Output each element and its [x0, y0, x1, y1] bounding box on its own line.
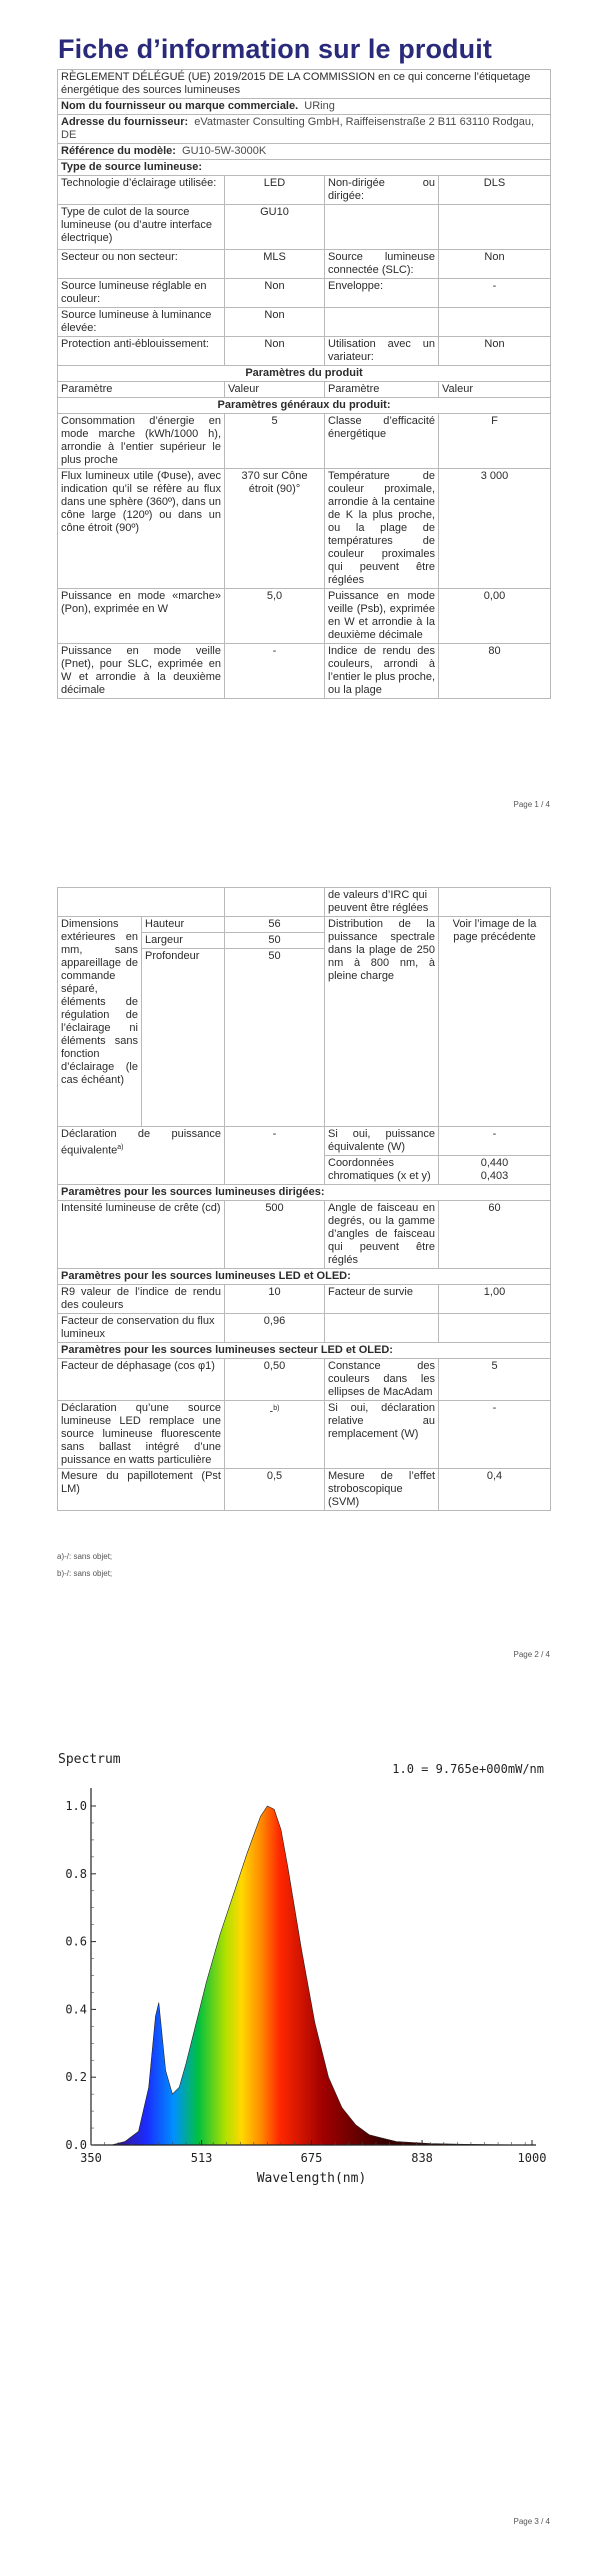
product-info-table: [57, 69, 551, 699]
y-tick-label: 1.0: [65, 1799, 87, 1813]
page-number: Page 1 / 4: [513, 800, 550, 809]
pon-value: 5,0: [225, 589, 325, 644]
equiv-decl-value: -: [225, 1127, 325, 1185]
x-tick-label: 1000: [517, 2151, 547, 2165]
width-value: 50: [225, 933, 325, 949]
flicker-value: 0,5: [225, 1469, 325, 1511]
maint-label: Facteur de conservation du flux lumineux: [58, 1314, 225, 1343]
y-tick-label: 0.0: [65, 2138, 87, 2152]
y-tick-label: 0.6: [65, 1934, 87, 1949]
r9-label: R9 valeur de l’indice de rendu des couleurs: [58, 1285, 225, 1314]
replace-w-value: -: [439, 1401, 551, 1469]
cap-value: GU10: [225, 205, 325, 250]
y-tick-label: 0.8: [65, 1866, 87, 1881]
connected-label: Source lumineuse connectée (SLC):: [325, 250, 439, 279]
product-params-header: Paramètres du produit: [58, 366, 551, 382]
mains-value: MLS: [225, 250, 325, 279]
eclass-label: Classe d’efficacité énergétique: [325, 414, 439, 469]
general-params-header: Paramètres généraux du produit:: [58, 398, 551, 414]
maint-value: 0,96: [225, 1314, 325, 1343]
model-value: GU10-5W-3000K: [182, 145, 267, 157]
y-tick-label: 0.4: [65, 2002, 87, 2017]
page-2: [0, 880, 603, 1680]
chart-title: Spectrum: [58, 1752, 121, 1767]
beam-value: 60: [439, 1201, 551, 1269]
x-tick-label: 675: [300, 2151, 323, 2165]
depth-value: 50: [225, 949, 325, 1127]
y-tick-label: 0.2: [65, 2070, 87, 2085]
mains-label: Secteur ou non secteur:: [58, 250, 225, 279]
regulation-text: RÈGLEMENT DÉLÉGUÉ (UE) 2019/2015 DE LA COMMISSION en ce qui concerne l’étiquetage énergétique des sources lumineuses: [58, 70, 551, 99]
equiv-power-value: -: [439, 1127, 551, 1156]
connected-value: Non: [439, 250, 551, 279]
cct-label: Température de couleur proximale, arrondie à la centaine de K la plus proche, ou la plage de températures de couleur proximales qui peuvent être réglées: [325, 469, 439, 589]
directed-label: Non-dirigée ou dirigée:: [325, 176, 439, 205]
document-title: Fiche d’information sur le produit: [58, 34, 492, 64]
phase-value: 0,50: [225, 1359, 325, 1401]
model-label: Référence du modèle:: [61, 145, 176, 157]
height-value: 56: [225, 917, 325, 933]
peak-label: Intensité lumineuse de crête (cd): [58, 1201, 225, 1269]
beam-label: Angle de faisceau en degrés, ou la gamme d’angles de faisceau qui peuvent être réglés: [325, 1201, 439, 1269]
r9-value: 10: [225, 1285, 325, 1314]
page-1: [0, 0, 603, 820]
supplier-label: Nom du fournisseur ou marque commerciale.: [61, 100, 299, 112]
envelope-label: Enveloppe:: [325, 279, 439, 308]
mains-led-header: Paramètres pour les sources lumineuses secteur LED et OLED:: [58, 1343, 551, 1359]
energy-value: 5: [225, 414, 325, 469]
cri-label-continued: de valeurs d’IRC qui peuvent être réglées: [325, 888, 439, 917]
col-value-1: Valeur: [225, 382, 325, 398]
strobo-label: Mesure de l’effet stroboscopique (SVM): [325, 1469, 439, 1511]
survival-label: Facteur de survie: [325, 1285, 439, 1314]
psb-label: Puissance en mode veille (Psb), exprimée en W et arrondie à la deuxième décimale: [325, 589, 439, 644]
cri-value: 80: [439, 644, 551, 699]
high-lum-value: Non: [225, 308, 325, 337]
survival-value: 1,00: [439, 1285, 551, 1314]
address-value: eVatmaster Consulting GmbH, Raiffeisenstraße 2 B11 63110 Rodgau, DE: [61, 116, 535, 141]
footnote-a-marker: a): [117, 1144, 124, 1151]
chroma-x: 0,440: [480, 1157, 509, 1169]
eclass-value: F: [439, 414, 551, 469]
macadam-value: 5: [439, 1359, 551, 1401]
spectrum-chart: [56, 1751, 554, 2193]
spectrum-svg: [56, 1751, 554, 2193]
footnote-b-marker: b): [273, 1405, 280, 1412]
footnote-a: a)-/: sans objet;: [57, 1552, 113, 1561]
address-label: Adresse du fournisseur:: [61, 116, 189, 128]
colour-adj-label: Source lumineuse réglable en couleur:: [58, 279, 225, 308]
page-number: Page 2 / 4: [513, 1650, 550, 1659]
supplier-value: URing: [304, 100, 335, 112]
dimmable-value: Non: [439, 337, 551, 366]
pnet-value: -: [225, 644, 325, 699]
replace-label: Déclaration qu’une source lumineuse LED remplace une source lumineuse fluorescente sans ballast intégré d’une puissance en watts particulière: [58, 1401, 225, 1469]
high-lum-label: Source lumineuse à luminance élevée:: [58, 308, 225, 337]
x-tick-label: 513: [190, 2151, 213, 2165]
type-header: Type de source lumineuse:: [58, 160, 551, 176]
replace-w-label: Si oui, déclaration relative au remplacement (W): [325, 1401, 439, 1469]
col-param-1: Paramètre: [58, 382, 225, 398]
tech-label: Technologie d’éclairage utilisée:: [58, 176, 225, 205]
flux-label: Flux lumineux utile (Φuse), avec indication qu’il se réfère au flux dans une sphère (360º), dans un cône large (120º) ou dans un cône étroit (90º): [58, 469, 225, 589]
energy-label: Consommation d’énergie en mode marche (kWh/1000 h), arrondie à l’entier supérieur le plus proche: [58, 414, 225, 469]
replace-value: -: [269, 1405, 274, 1418]
dims-label: Dimensions extérieures en mm, sans appareillage de commande séparé, éléments de régulation de l’éclairage ni éléments sans fonction d’éclairage (le cas échéant): [58, 917, 142, 1127]
glare-label: Protection anti-éblouissement:: [58, 337, 225, 366]
flux-value: 370 sur Cône étroit (90)°: [225, 469, 325, 589]
envelope-value: -: [439, 279, 551, 308]
cct-value: 3 000: [439, 469, 551, 589]
led-header: Paramètres pour les sources lumineuses LED et OLED:: [58, 1269, 551, 1285]
footnote-b: b)-/: sans objet;: [57, 1569, 113, 1578]
dimmable-label: Utilisation avec un variateur:: [325, 337, 439, 366]
equiv-power-label: Si oui, puissance équivalente (W): [325, 1127, 439, 1156]
page-3: [0, 1700, 603, 2560]
directional-header: Paramètres pour les sources lumineuses dirigées:: [58, 1185, 551, 1201]
directed-value: DLS: [439, 176, 551, 205]
equiv-decl-label: Déclaration de puissance équivalente: [61, 1128, 221, 1157]
spd-value: Voir l’image de la page précédente: [439, 917, 551, 1127]
flicker-label: Mesure du papillotement (Pst LM): [58, 1469, 225, 1511]
depth-label: Profondeur: [142, 949, 225, 1127]
strobo-value: 0,4: [439, 1469, 551, 1511]
chroma-y: 0,403: [480, 1170, 509, 1182]
height-label: Hauteur: [142, 917, 225, 933]
spectrum-area: [91, 1806, 532, 2145]
cap-label: Type de culot de la source lumineuse (ou d’autre interface électrique): [58, 205, 225, 250]
tech-value: LED: [225, 176, 325, 205]
colour-adj-value: Non: [225, 279, 325, 308]
cri-label: Indice de rendu des couleurs, arrondi à l’entier le plus proche, ou la plage: [325, 644, 439, 699]
peak-value: 500: [225, 1201, 325, 1269]
phase-label: Facteur de déphasage (cos φ1): [58, 1359, 225, 1401]
footnotes: [57, 1548, 112, 1582]
macadam-label: Constance des couleurs dans les ellipses de MacAdam: [325, 1359, 439, 1401]
col-param-2: Paramètre: [325, 382, 439, 398]
chart-annotation: 1.0 = 9.765e+000mW/nm: [392, 1762, 544, 1776]
product-info-table-continued: [57, 887, 551, 1511]
spd-label: Distribution de la puissance spectrale dans la plage de 250 nm à 800 nm, à pleine charge: [325, 917, 439, 1127]
x-axis-label: Wavelength(nm): [256, 2171, 367, 2186]
x-tick-label: 350: [80, 2151, 102, 2165]
glare-value: Non: [225, 337, 325, 366]
x-tick-label: 838: [411, 2151, 433, 2165]
col-value-2: Valeur: [439, 382, 551, 398]
chroma-label: Coordonnées chromatiques (x et y): [325, 1156, 439, 1185]
pon-label: Puissance en mode «marche» (Pon), exprimée en W: [58, 589, 225, 644]
width-label: Largeur: [142, 933, 225, 949]
page-number: Page 3 / 4: [513, 2517, 550, 2526]
pnet-label: Puissance en mode veille (Pnet), pour SLC, exprimée en W et arrondie à la deuxième décimale: [58, 644, 225, 699]
psb-value: 0,00: [439, 589, 551, 644]
